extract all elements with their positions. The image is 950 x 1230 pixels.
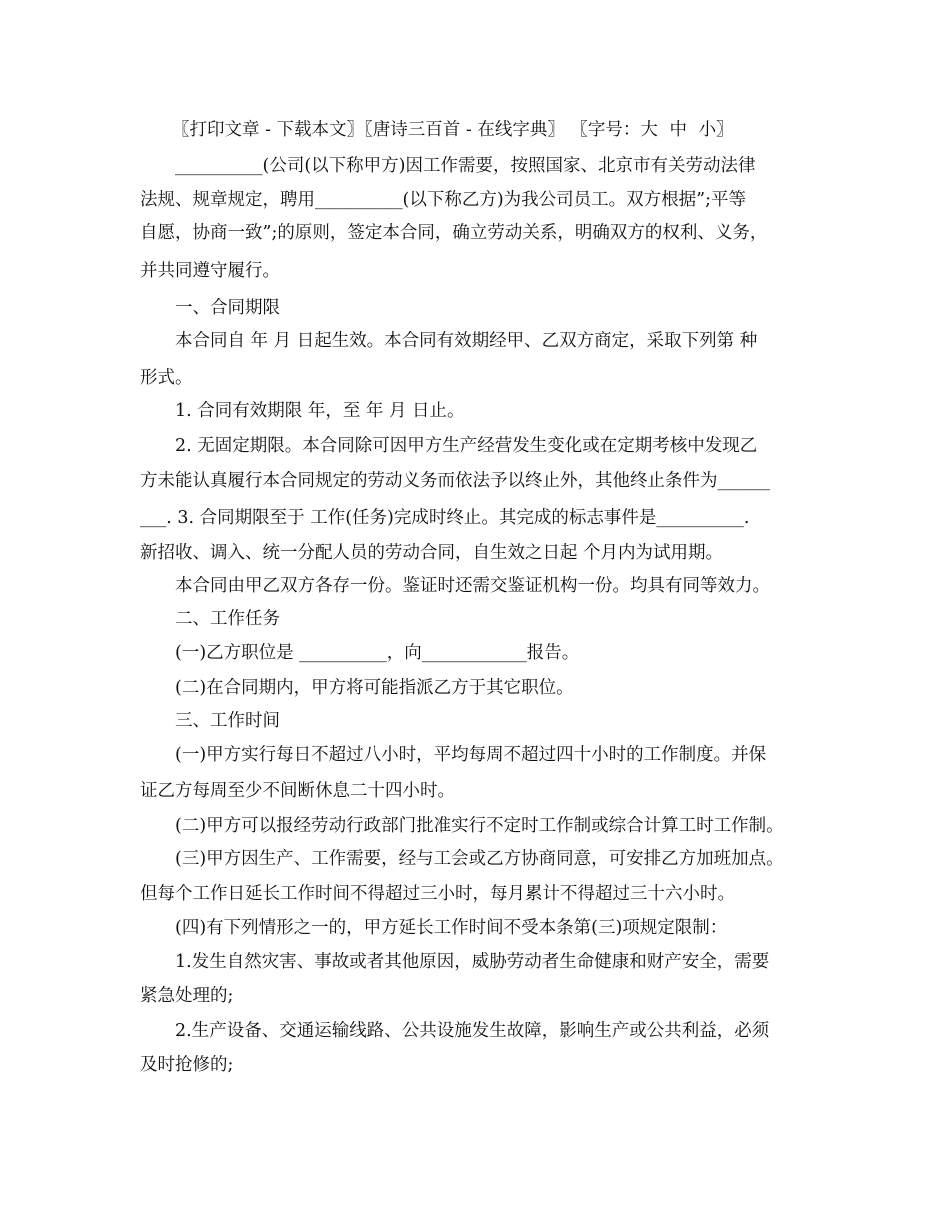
font-size-large-link[interactable]: 大 xyxy=(640,120,658,140)
paragraph-line: 及时抢修的; xyxy=(140,1055,234,1075)
paragraph-line: ___. 3. 合同期限至于 工作(任务)完成时终止。其完成的标志事件是__________. xyxy=(140,508,750,528)
section-heading: 一、合同期限 xyxy=(175,298,280,318)
paragraph-line: 方未能认真履行本合同规定的劳动义务而依法予以终止外，其他终止条件为______ xyxy=(140,471,770,491)
paragraph-line: 紧急处理的; xyxy=(140,986,234,1006)
paragraph-line: 新招收、调入、统一分配人员的劳动合同，自生效之日起 个月内为试用期。 xyxy=(140,543,724,563)
tang-poems-link[interactable]: 〖唐诗三百首 xyxy=(364,120,461,140)
toolbar-separator: - xyxy=(460,120,478,140)
paragraph-line: (三)甲方因生产、工作需要，经与工会或乙方协商同意，可安排乙方加班加点。 xyxy=(175,849,784,869)
list-item: 2. 无固定期限。本合同除可因甲方生产经营发生变化或在定期考核中发现乙 xyxy=(175,436,758,456)
paragraph-line: (二)在合同期内，甲方将可能指派乙方于其它职位。 xyxy=(175,678,574,698)
paragraph-line: 形式。 xyxy=(140,368,193,388)
paragraph-line: 并共同遵守履行。 xyxy=(140,261,280,281)
paragraph-line: (四)有下列情形之一的，甲方延长工作时间不受本条第(三)项规定限制： xyxy=(175,918,728,938)
font-size-label: 〖字号： xyxy=(564,120,641,140)
toolbar-separator: - xyxy=(259,120,277,140)
paragraph-line: 证乙方每周至少不间断休息二十四小时。 xyxy=(140,781,455,801)
online-dictionary-link[interactable]: 在线字典〗 xyxy=(477,120,565,140)
section-heading: 二、工作任务 xyxy=(175,609,280,629)
font-size-small-link[interactable]: 小〗 xyxy=(698,120,734,140)
article-toolbar xyxy=(172,118,734,142)
paragraph-line: (一)甲方实行每日不超过八小时，平均每周不超过四十小时的工作制度。并保 xyxy=(175,745,767,765)
list-item: 1.发生自然灾害、事故或者其他原因，威胁劳动者生命健康和财产安全，需要 xyxy=(175,952,770,972)
paragraph-line: 但每个工作日延长工作时间不得超过三小时，每月累计不得超过三十六小时。 xyxy=(140,884,735,904)
paragraph-line: 法规、规章规定，聘用__________(以下称乙方)为我公司员工。双方根据”;平等 xyxy=(140,190,746,210)
paragraph-line: __________(公司(以下称甲方)因工作需要，按照国家、北京市有关劳动法律 xyxy=(175,156,756,176)
list-item: 1. 合同有效期限 年，至 年 月 日止。 xyxy=(175,401,465,421)
print-article-link[interactable]: 〖打印文章 xyxy=(172,120,260,140)
paragraph-line: 自愿，协商一致”;的原则，签定本合同，确立劳动关系，明确双方的权利、义务， xyxy=(140,223,768,243)
download-article-link[interactable]: 下载本文〗 xyxy=(276,120,365,140)
paragraph-line: 本合同由甲乙双方各存一份。鉴证时还需交鉴证机构一份。均具有同等效力。 xyxy=(175,576,770,596)
section-heading: 三、工作时间 xyxy=(175,711,280,731)
paragraph-line: (二)甲方可以报经劳动行政部门批准实行不定时工作制或综合计算工时工作制。 xyxy=(175,816,784,836)
list-item: 2.生产设备、交通运输线路、公共设施发生故障，影响生产或公共利益，必须 xyxy=(175,1021,770,1041)
paragraph-line: (一)乙方职位是 __________，向____________报告。 xyxy=(175,643,580,663)
paragraph-line: 本合同自 年 月 日起生效。本合同有效期经甲、乙双方商定，采取下列第 种 xyxy=(175,331,758,351)
font-size-medium-link[interactable]: 中 xyxy=(669,120,687,140)
